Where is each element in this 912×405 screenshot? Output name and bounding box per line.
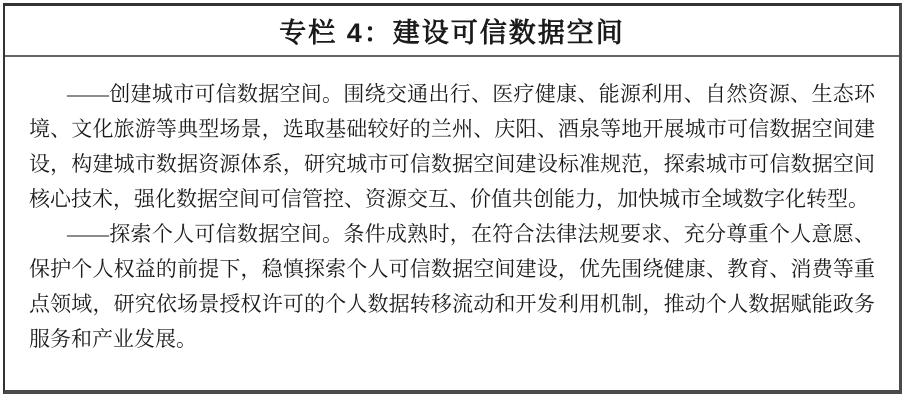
box-body	[5, 57, 899, 357]
paragraph-city-trusted-data-space: ——创建城市可信数据空间。围绕交通出行、医疗健康、能源利用、自然资源、生态环境、文化旅游等典型场景，选取基础较好的兰州、庆阳、酒泉等地开展城市可信数据空间建设，构建城市数据资源体系，研究城市可信数据空间建设标准规范，探索城市可信数据空间核心技术，强化数据空间可信管控、资源交互、价值共创能力，加快城市全域数字化转型。	[29, 82, 875, 211]
paragraph-personal-trusted-data-space: ——探索个人可信数据空间。条件成熟时，在符合法律法规要求、充分尊重个人意愿、保护个人权益的前提下，稳慎探索个人可信数据空间建设，优先围绕健康、教育、消费等重点领域，研究依场景授权许可的个人数据转移流动和开发利用机制，推动个人数据赋能政务服务和产业发展。	[29, 222, 875, 351]
box-title: 专栏 4：建设可信数据空间	[5, 6, 899, 57]
column-box	[3, 3, 902, 394]
